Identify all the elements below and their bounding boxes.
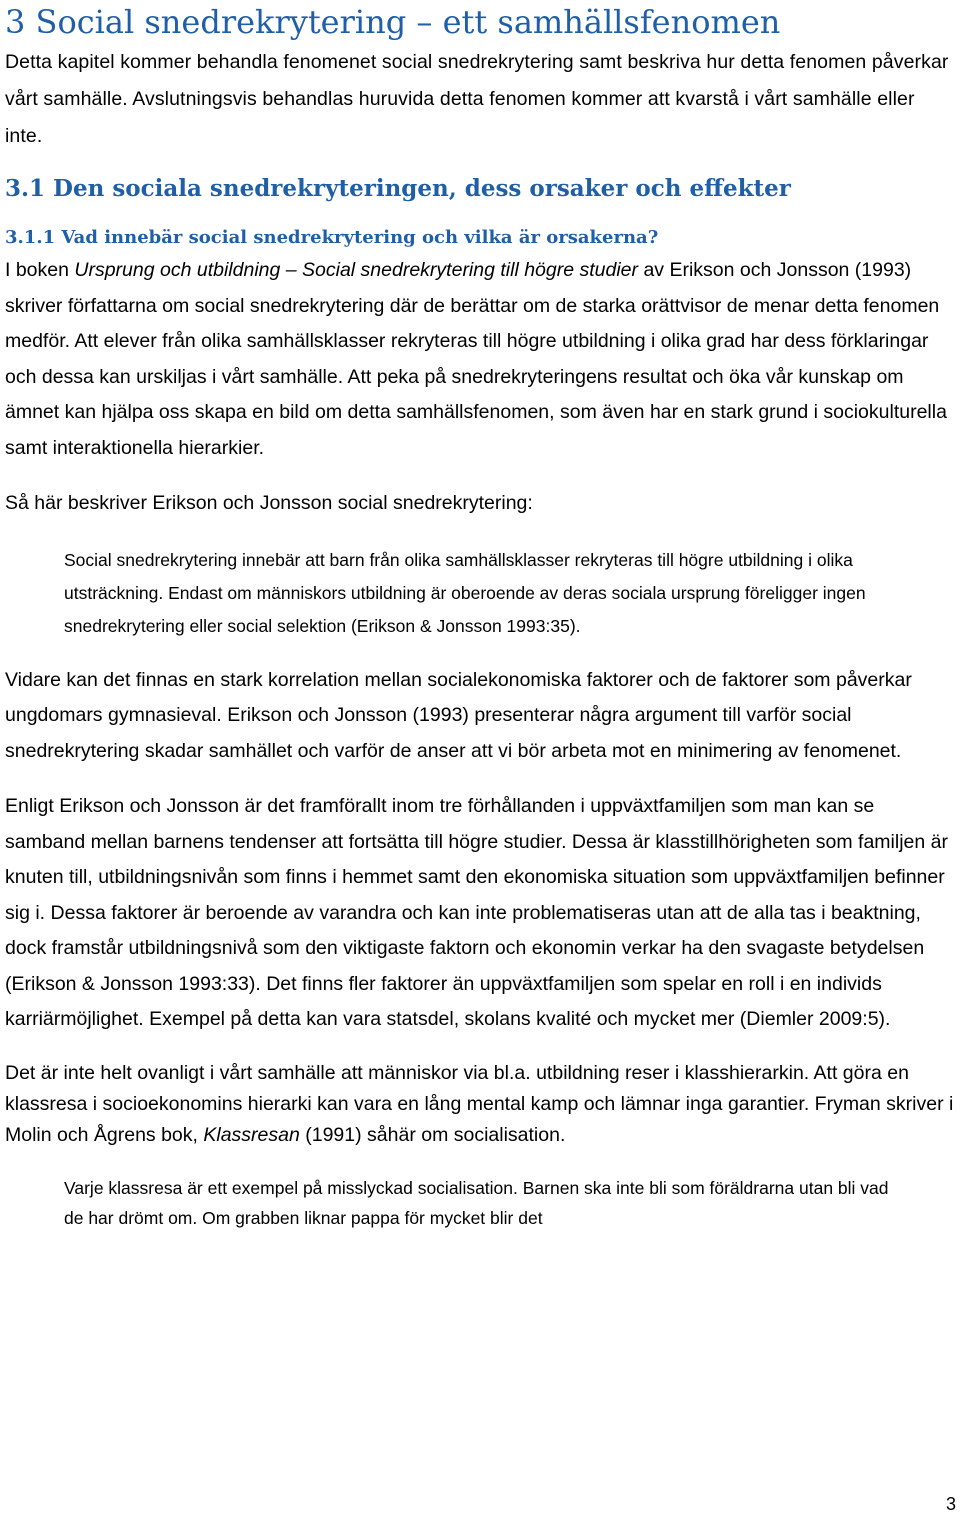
paragraph-5-post: (1991) såhär om socialisation. [299,1123,566,1146]
paragraph-1-pre: I boken [5,259,75,281]
block-quote-2: Varje klassresa är ett exempel på misslyckad socialisation. Barnen ska inte bli som föräldrarna utan bli vad de har drömt om. Om grabben liknar pappa för mycket blir det [64,1177,889,1228]
document-page [5,0,955,1233]
chapter-heading: 3 Social snedrekrytering – ett samhällsfenomen [5,3,781,41]
intro-paragraph: Detta kapitel kommer behandla fenomenet social snedrekrytering samt beskriva hur detta fenomen påverkar vårt samhälle. Avslutningsvis behandlas huruvida detta fenomen kommer att kvarstå i vårt samhälle eller inte. [5,51,949,147]
paragraph-5 [5,1058,955,1151]
paragraph-1 [5,253,955,466]
paragraph-5-book-title: Klassresan [203,1123,300,1146]
paragraph-1-book-title: Ursprung och utbildning – Social snedrekrytering till högre studier [74,259,639,281]
subsection-heading: 3.1.1 Vad innebär social snedrekrytering och vilka är orsakerna? [5,227,659,248]
paragraph-3: Vidare kan det finnas en stark korrelation mellan socialekonomiska faktorer och de faktorer som påverkar ungdomars gymnasieval. Erikson och Jonsson (1993) presenterar några argument till varför social snedrekrytering skadar samhället och varför de anser att vi bör arbeta mot en minimering av fenomenet. [5,668,912,762]
paragraph-1-post: av Erikson och Jonsson (1993) skriver författarna om social snedrekrytering där de berättar om de starka orättvisor de menar detta fenomen medför. Att elever från olika samhällsklasser rekryteras till högre utbildning i olika grad har dess förklaringar och dessa kan urskiljas i vårt samhälle. Att peka på snedrekryteringens resultat och öka vår kunskap om ämnet kan hjälpa oss skapa en bild om detta samhällsfenomen, som även har en stark grund i sociokulturella samt interaktionella hierarkier. [5,259,947,459]
block-quote-1: Social snedrekrytering innebär att barn från olika samhällsklasser rekryteras till högre utbildning i olika utsträckning. Endast om människors utbildning är oberoende av deras sociala ursprung föreligger ingen snedrekrytering eller social selektion (Erikson & Jonsson 1993:35). [64,549,866,636]
section-heading: 3.1 Den sociala snedrekryteringen, dess orsaker och effekter [5,175,791,202]
page-number: 3 [945,1494,956,1514]
paragraph-5-pre: Det är inte helt ovanligt i vårt samhälle att människor via bl.a. utbildning reser i klasshierarkin. Att göra en klassresa i socioekonomins hierarki kan vara en lång mental kamp och lämnar inga garantier. Fryman skriver i Molin och Ågrens bok, [5,1061,954,1146]
paragraph-2: Så här beskriver Erikson och Jonsson social snedrekrytering: [5,492,533,514]
paragraph-4: Enligt Erikson och Jonsson är det framförallt inom tre förhållanden i uppväxtfamiljen som man kan se samband mellan barnens tendenser att fortsätta till högre studier. Dessa är klasstillhörigheten som familjen är knuten till, utbildningsnivån som finns i hemmet samt den ekonomiska situation som uppväxtfamiljen befinner sig i. Dessa faktorer är beroende av varandra och kan inte problematiseras utan att de alla tas i beaktning, dock framstår utbildningsnivå som den viktigaste faktorn och ekonomin verkar ha den svagaste betydelsen (Erikson & Jonsson 1993:33). Det finns fler faktorer än uppväxtfamiljen som spelar en roll i en individs karriärmöjlighet. Exempel på detta kan vara statsdel, skolans kvalité och mycket mer (Diemler 2009:5). [5,795,948,1030]
